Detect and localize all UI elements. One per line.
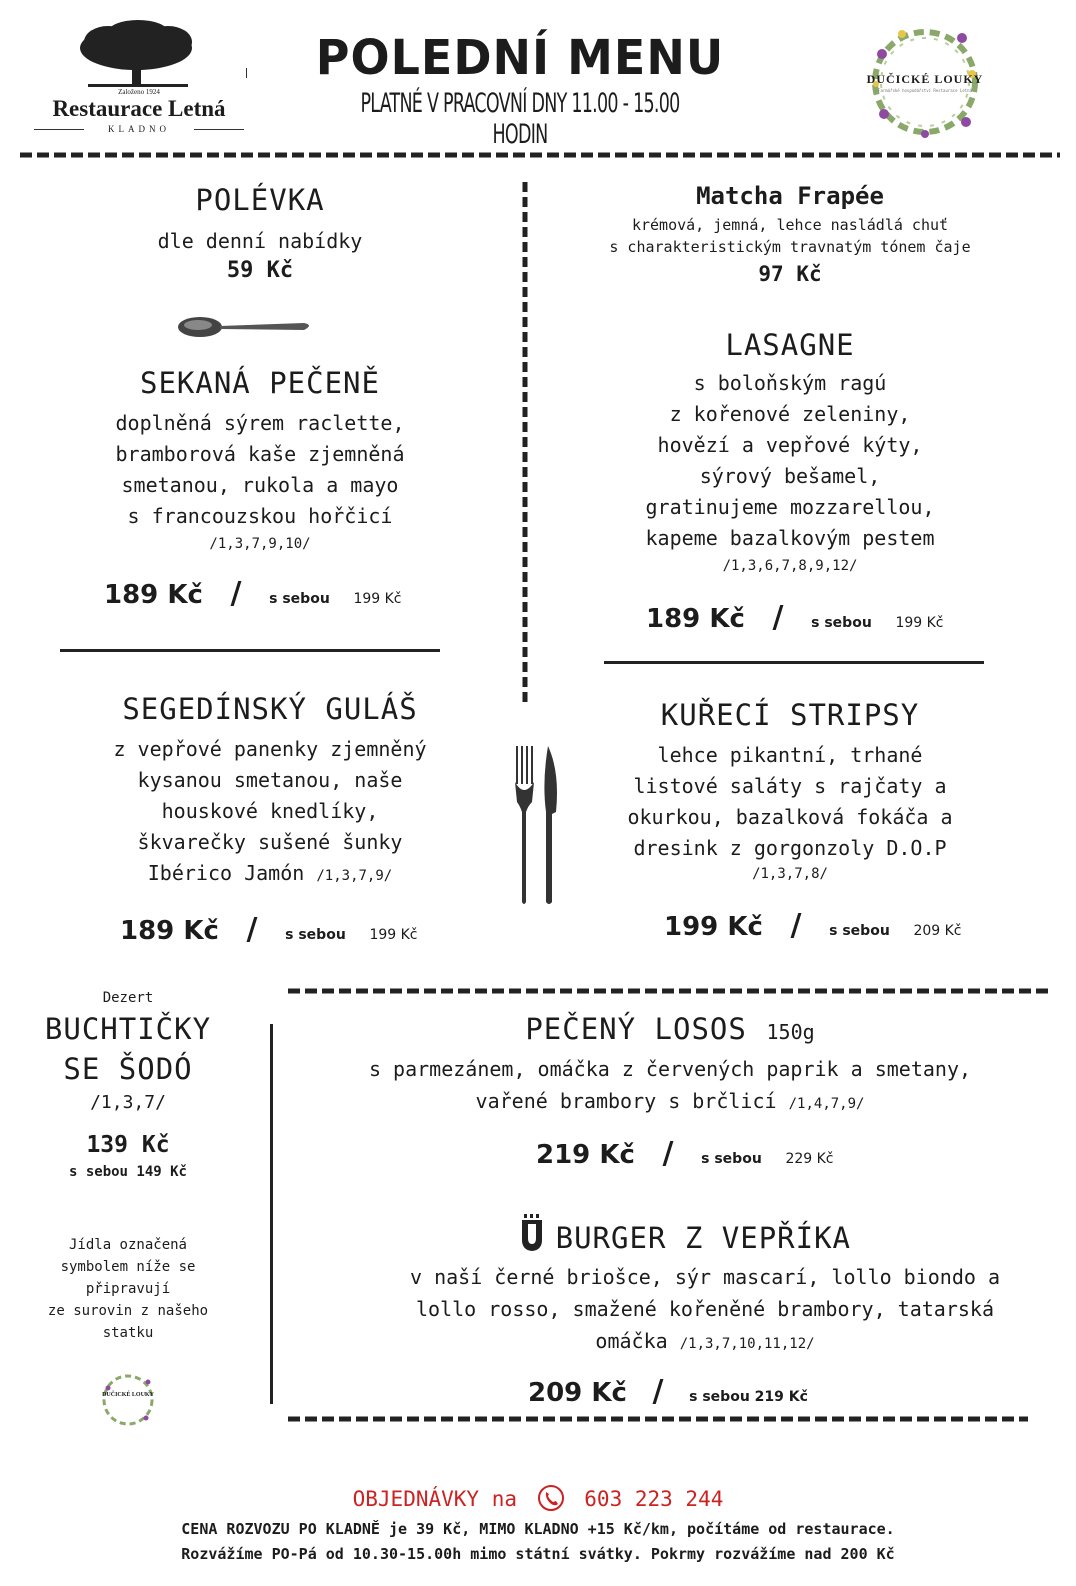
losos-desc-2: vařené brambory s brčlicí /1,4,7,9/ — [475, 1089, 865, 1113]
burger-price-row: 209 Kč / s sebou 219 Kč — [528, 1374, 808, 1409]
farm-mini-logo: DUČICKÉ LOUKY — [98, 1370, 158, 1430]
matcha-desc-1: krémová, jemná, lehce nasládlá chuť — [631, 216, 949, 234]
gulas-desc: z vepřové panenky zjemněný kysanou smetanou, naše houskové knedlíky, škvarečky sušené šunky Ibérico Jamón /1,3,7,9/ — [113, 737, 427, 885]
burger-desc-2: lollo rosso, smažené kořeněné brambory, tatarská — [416, 1297, 994, 1321]
lasagne-allergens: /1,3,6,7,8,9,12/ — [722, 558, 858, 574]
matcha-price: 97 Kč — [758, 262, 822, 286]
farm-name: DUČICKÉ LOUKY — [866, 72, 984, 86]
lasagne-price-row: 189 Kč / s sebou 199 Kč — [646, 600, 944, 635]
page-title: POLEDNÍ MENU — [315, 28, 725, 86]
section-divider — [604, 661, 984, 664]
dessert-title-1: BUCHTIČKY — [44, 1012, 212, 1046]
lasagne-title: LASAGNE — [725, 328, 855, 362]
soup-price: 59 Kč — [226, 258, 294, 283]
top-divider — [20, 148, 1060, 162]
sekana-price-row: 189 Kč / s sebou 199 Kč — [104, 576, 402, 611]
fork-knife-icon — [508, 742, 564, 908]
burger-title: BURGER Z VEPŘÍKA — [555, 1221, 851, 1255]
dessert-allergens: /1,3,7/ — [90, 1092, 166, 1113]
gulas-title: SEGEDÍNSKÝ GULÁŠ — [122, 692, 418, 726]
dessert-label: Dezert — [102, 990, 154, 1006]
losos-price: 219 Kč — [536, 1140, 635, 1170]
losos-desc-1: s parmezánem, omáčka z červených paprik a smetany, — [368, 1057, 972, 1081]
matcha-title: Matcha Frapée — [696, 182, 884, 210]
delivery-time-note: Rozvážíme PO-Pá od 10.30-15.00h mimo státní svátky. Pokrmy rozvážíme nad 200 Kč — [181, 1545, 895, 1563]
lasagne-desc: s boloňským ragú z kořenové zeleniny, hovězí a vepřové kýty, sýrový bešamel, gratinujeme mozzarellou, kapeme bazalkovým pestem — [645, 371, 935, 550]
stripsy-allergens: /1,3,7,8/ — [752, 866, 828, 882]
burger-price: 209 Kč — [528, 1378, 627, 1408]
mini-wreath-icon — [98, 1370, 158, 1430]
matcha-desc-2: s charakteristickým travnatým tónem čaje — [609, 238, 971, 256]
dessert-title-2: SE ŠODÓ — [63, 1052, 193, 1086]
losos-title: PEČENÝ LOSOS — [525, 1012, 747, 1046]
sekana-allergens: /1,3,7,9,10/ — [209, 536, 311, 552]
phone-icon — [537, 1484, 565, 1512]
stripsy-price-row: 199 Kč / s sebou 209 Kč — [664, 908, 962, 943]
restaurant-logo — [28, 20, 250, 138]
bottom-vertical-divider — [270, 1024, 273, 1404]
lasagne-price: 189 Kč — [646, 604, 745, 634]
mid-divider — [288, 984, 1048, 998]
section-divider — [60, 649, 440, 652]
stripsy-title: KUŘECÍ STRIPSY — [660, 698, 920, 732]
order-phone[interactable]: 603 223 244 — [584, 1487, 724, 1511]
sekana-desc: doplněná sýrem raclette, bramborová kaše zjemněná smetanou, rukola a mayo s francouzskou hořčicí — [115, 411, 405, 528]
restaurant-city: KLADNO — [108, 124, 170, 134]
founded-label: Založeno 1924 — [118, 88, 160, 96]
soup-desc: dle denní nabídky — [157, 229, 363, 253]
stripsy-price: 199 Kč — [664, 912, 763, 942]
gulas-price: 189 Kč — [120, 916, 219, 946]
soup-title: POLÉVKA — [195, 183, 325, 217]
tree-icon — [28, 20, 250, 90]
order-label: OBJEDNÁVKY na — [352, 1487, 517, 1511]
page-subtitle: PLATNÉ V PRACOVNÍ DNY 11.00 - 15.00 HODIN — [360, 88, 680, 150]
sekana-title: SEKANÁ PEČENĚ — [140, 366, 380, 400]
restaurant-name: Restaurace Letná — [52, 96, 226, 121]
sekana-price: 189 Kč — [104, 580, 203, 610]
farm-badge-icon — [518, 1214, 546, 1252]
farm-note: Jídla označená symbolem níže se připravují ze surovin z našeho statku — [47, 1237, 209, 1341]
spoon-icon — [176, 312, 318, 342]
burger-desc-1: v naší černé briošce, sýr mascarí, lollo biondo a — [409, 1265, 1000, 1289]
delivery-price-note: CENA ROZVOZU PO KLADNĚ je 39 Kč, MIMO KLADNO +15 Kč/km, počítáme od restaurace. — [181, 1520, 895, 1538]
losos-weight: 150g — [766, 1020, 815, 1044]
losos-title-row — [300, 1012, 1040, 1046]
order-line — [0, 1484, 1076, 1512]
burger-desc-3: omáčka /1,3,7,10,11,12/ — [595, 1329, 815, 1353]
dessert-price: 139 Kč — [86, 1132, 170, 1158]
dessert-takeaway: s sebou 149 Kč — [68, 1164, 187, 1180]
stripsy-desc: lehce pikantní, trhané listové saláty s rajčaty a okurkou, bazalková fokáča a dresink z gorgonzoly D.O.P — [627, 743, 953, 860]
farm-tagline: Farmářské hospodářství Restaurace Letná — [878, 88, 972, 93]
losos-price-row: 219 Kč / s sebou 229 Kč — [536, 1136, 834, 1171]
burger-title-row — [518, 1214, 1038, 1255]
vertical-divider — [518, 182, 532, 702]
farm-logo — [862, 14, 988, 150]
gulas-price-row: 189 Kč / s sebou 199 Kč — [120, 912, 418, 947]
bottom-divider — [288, 1412, 1028, 1426]
